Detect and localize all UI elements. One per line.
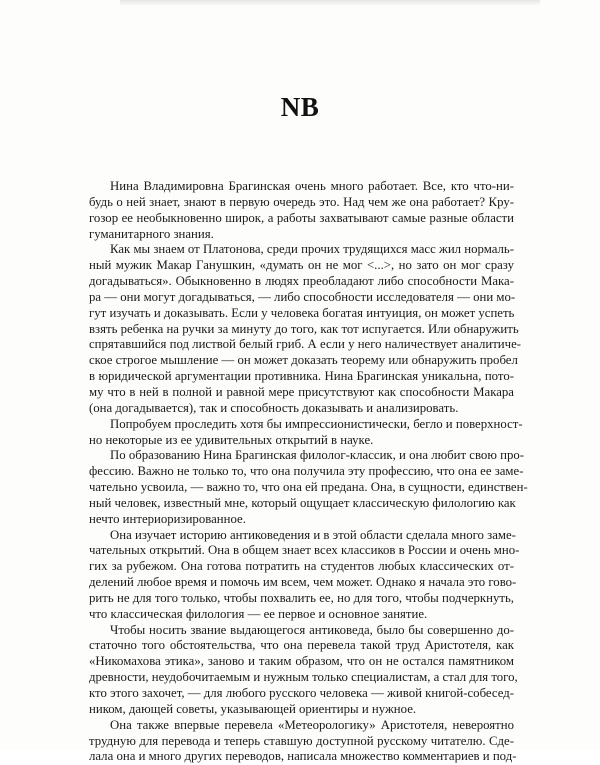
text-line: лала она и много других переводов, написала множество комментариев и под-: [89, 749, 517, 764]
text-line: «Никомахова этика», заново и таким образом, что он не остался памятником: [89, 654, 514, 669]
text-line: му что в ней в полной и равной мере присутствуют как способности Макара: [89, 384, 514, 399]
paragraph: [89, 448, 528, 527]
text-line: Попробуем проследить хотя бы импрессионистически, бегло и поверхност-: [110, 416, 523, 431]
text-line: (она догадывается), так и способность доказывать и анализировать.: [89, 400, 459, 415]
text-line: гуманитарного знания.: [89, 226, 214, 241]
paragraph: [89, 242, 522, 416]
text-line: Чтобы носить звание выдающегося антиковеда, было бы совершенно до-: [110, 622, 514, 637]
paragraph: [89, 527, 520, 623]
text-line: древности, неудобочитаемым и нужным только специалистам, а стал для того,: [89, 670, 518, 685]
text-line: Нина Владимировна Брагинская очень много работает. Все, кто что-ни-: [110, 179, 514, 193]
paragraph: [89, 622, 518, 718]
text-line: трудную для перевода и теперь ставшую доступной русскому читателю. Сде-: [89, 733, 514, 748]
text-line: делений любое время и помочь им всем, чем может. Однако я начала это гово-: [89, 575, 517, 590]
text-line: Она также впервые перевела «Метеорологику» Аристотеля, невероятно: [110, 717, 514, 732]
text-line: рить не для того только, чтобы похвалить ее, но для того, чтобы подчеркнуть,: [89, 590, 514, 605]
paragraph: [89, 717, 517, 765]
text-line: нечто интериоризированное.: [89, 511, 246, 526]
text-line: Она изучает историю антиковедения и в этой области сделала много заме-: [110, 527, 516, 542]
text-line: ником, дающей советы, указывающей ориентиры и нужное.: [89, 701, 417, 716]
text-line: гозор ее необыкновенно широк, а работы захватывают самые разные области: [89, 210, 514, 225]
bleed-through-shadow: [120, 0, 540, 6]
text-line: фессию. Важно не только то, что она получила эту профессию, что она ее заме-: [89, 464, 524, 479]
text-line: гих за рубежом. Она готова потратить на студентов любых классических от-: [89, 559, 514, 574]
text-line: чательно усвоила, — важно то, что она ей предана. Она, в сущности, единствен-: [89, 480, 528, 495]
text-line: спрятавшийся под листвой белый гриб. А если у него наличествует аналитиче-: [89, 337, 522, 352]
text-line: ный мужик Макар Ганушкин, «думать он не мог <...>, но зато он мог сразу: [89, 258, 514, 273]
text-line: будь о ней знает, знают в первую очередь это. Над чем же она работает? Кру-: [89, 194, 514, 209]
text-line: кто этого захочет, — для любого русского человека — живой книгой-собесед-: [89, 686, 515, 700]
text-line: ный человек, известный мне, который ощущает классическую филологию как: [89, 495, 516, 510]
text-line: гут изучать и доказывать. Если у человека богатая интуиция, он может успеть: [89, 305, 515, 320]
page-title: NB: [280, 92, 320, 122]
text-line: ра — они могут догадываться, — либо способности исследователя — они мо-: [89, 289, 516, 304]
text-line: статочно того обстоятельства, что она перевела такой труд Аристотеля, как: [89, 638, 514, 653]
text-line: что классическая филология — ее первое и основное занятие.: [89, 606, 428, 621]
text-line: в юридической аргументации противника. Нина Брагинская уникальна, пото-: [89, 369, 514, 384]
text-line: По образованию Нина Брагинская филолог-классик, и она любит свою про-: [110, 448, 524, 463]
text-line: догадываться». Обыкновенно в людях преобладают либо способности Мака-: [89, 274, 514, 289]
article-body: [89, 179, 528, 765]
text-line: взять ребенка на ручки за минуту до того, как тот испугается. Или обнаружить: [89, 321, 519, 336]
text-line: ское строгое мышление — он может доказать теорему или обнаружить пробел: [89, 353, 518, 368]
text-line: но некоторые из ее удивительных открытий в науке.: [89, 432, 374, 447]
text-line: чательных открытий. Она в общем знает всех классиков в России и очень мно-: [89, 543, 520, 558]
paragraph: [89, 179, 514, 242]
paragraph: [89, 416, 523, 449]
text-line: Как мы знаем от Платонова, среди прочих трудящихся масс жил нормаль-: [110, 242, 515, 257]
